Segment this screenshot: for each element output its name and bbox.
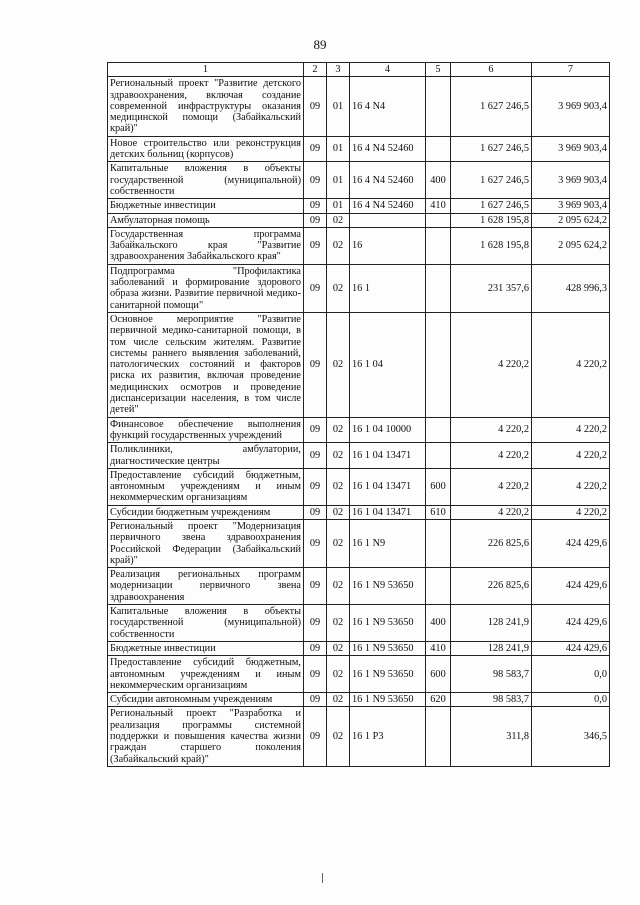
row-target-article-cell: 16 1 P3 xyxy=(350,707,426,766)
table-row xyxy=(108,213,610,227)
row-amount-2-cell: 424 429,6 xyxy=(532,605,610,642)
row-section-cell: 09 xyxy=(304,656,327,693)
row-target-article-cell: 16 1 N9 53650 xyxy=(350,568,426,605)
row-amount-1-cell: 231 357,6 xyxy=(451,264,532,312)
page-number: 89 xyxy=(313,37,327,52)
row-amount-2-cell: 424 429,6 xyxy=(532,568,610,605)
row-subsection-cell: 02 xyxy=(327,312,350,417)
row-section-cell: 09 xyxy=(304,136,327,162)
row-expense-type-cell xyxy=(426,264,451,312)
table-row xyxy=(108,605,610,642)
row-target-article-cell: 16 1 04 xyxy=(350,312,426,417)
row-subsection-cell: 02 xyxy=(327,641,350,655)
row-section-cell: 09 xyxy=(304,264,327,312)
row-target-article-cell xyxy=(350,213,426,227)
row-amount-1-cell: 226 825,6 xyxy=(451,519,532,567)
column-header: 1 xyxy=(108,63,304,77)
row-amount-2-cell: 2 095 624,2 xyxy=(532,227,610,264)
row-subsection-cell: 02 xyxy=(327,568,350,605)
table-row xyxy=(108,656,610,693)
table-row xyxy=(108,312,610,417)
table-row xyxy=(108,162,610,199)
row-subsection-cell: 01 xyxy=(327,162,350,199)
row-amount-1-cell: 4 220,2 xyxy=(451,312,532,417)
row-subsection-cell: 02 xyxy=(327,693,350,707)
row-expense-type-cell xyxy=(426,443,451,469)
row-expense-type-cell: 400 xyxy=(426,162,451,199)
row-subsection-cell: 02 xyxy=(327,443,350,469)
row-name-cell: Государственная программа Забайкальского края "Развитие здравоохранения Забайкальского края" xyxy=(108,227,304,264)
row-section-cell: 09 xyxy=(304,468,327,505)
row-amount-1-cell: 98 583,7 xyxy=(451,693,532,707)
table-row xyxy=(108,468,610,505)
table-row xyxy=(108,264,610,312)
row-amount-1-cell: 1 627 246,5 xyxy=(451,162,532,199)
row-name-cell: Капитальные вложения в объекты государственной (муниципальной) собственности xyxy=(108,162,304,199)
table-row xyxy=(108,136,610,162)
row-amount-1-cell: 1 628 195,8 xyxy=(451,227,532,264)
table-row xyxy=(108,707,610,766)
row-name-cell: Новое строительство или реконструкция детских больниц (корпусов) xyxy=(108,136,304,162)
row-target-article-cell: 16 4 N4 52460 xyxy=(350,199,426,213)
budget-table xyxy=(107,62,610,767)
row-amount-1-cell: 4 220,2 xyxy=(451,417,532,443)
row-expense-type-cell xyxy=(426,312,451,417)
table-row xyxy=(108,693,610,707)
row-expense-type-cell: 600 xyxy=(426,468,451,505)
row-subsection-cell: 02 xyxy=(327,656,350,693)
row-target-article-cell: 16 1 N9 53650 xyxy=(350,641,426,655)
row-name-cell: Основное мероприятие "Развитие первичной медико-санитарной помощи, в том числе сельским жителям. Развитие системы раннего выявления заболеваний, патологических состояний и факторов риска их развития, включая проведение медицинских осмотров и проведение диспансеризации населения, в том числе детей" xyxy=(108,312,304,417)
column-header: 4 xyxy=(350,63,426,77)
row-name-cell: Подпрограмма "Профилактика заболеваний и формирование здорового образа жизни. Развитие первичной медико-санитарной помощи" xyxy=(108,264,304,312)
row-expense-type-cell xyxy=(426,417,451,443)
row-amount-2-cell: 0,0 xyxy=(532,656,610,693)
row-section-cell: 09 xyxy=(304,605,327,642)
row-target-article-cell: 16 1 N9 53650 xyxy=(350,693,426,707)
row-amount-1-cell: 1 627 246,5 xyxy=(451,77,532,136)
row-target-article-cell: 16 4 N4 52460 xyxy=(350,162,426,199)
header-row xyxy=(108,63,610,77)
row-subsection-cell: 02 xyxy=(327,605,350,642)
row-amount-2-cell: 3 969 903,4 xyxy=(532,162,610,199)
row-amount-1-cell: 4 220,2 xyxy=(451,468,532,505)
row-name-cell: Финансовое обеспечение выполнения функций государственных учреждений xyxy=(108,417,304,443)
table-row xyxy=(108,227,610,264)
row-expense-type-cell xyxy=(426,568,451,605)
row-amount-2-cell: 0,0 xyxy=(532,693,610,707)
row-section-cell: 09 xyxy=(304,227,327,264)
row-amount-1-cell: 128 241,9 xyxy=(451,605,532,642)
row-target-article-cell: 16 1 04 13471 xyxy=(350,505,426,519)
row-subsection-cell: 02 xyxy=(327,519,350,567)
row-amount-1-cell: 1 628 195,8 xyxy=(451,213,532,227)
row-expense-type-cell xyxy=(426,707,451,766)
row-section-cell: 09 xyxy=(304,417,327,443)
row-name-cell: Бюджетные инвестиции xyxy=(108,641,304,655)
row-expense-type-cell: 600 xyxy=(426,656,451,693)
row-amount-1-cell: 4 220,2 xyxy=(451,443,532,469)
row-amount-2-cell: 424 429,6 xyxy=(532,641,610,655)
row-name-cell: Бюджетные инвестиции xyxy=(108,199,304,213)
row-subsection-cell: 02 xyxy=(327,264,350,312)
row-expense-type-cell: 410 xyxy=(426,641,451,655)
row-section-cell: 09 xyxy=(304,505,327,519)
row-expense-type-cell: 620 xyxy=(426,693,451,707)
row-name-cell: Предоставление субсидий бюджетным, автономным учреждениям и иным некоммерческим организациям xyxy=(108,468,304,505)
row-expense-type-cell xyxy=(426,136,451,162)
row-section-cell: 09 xyxy=(304,641,327,655)
row-name-cell: Региональный проект "Развитие детского здравоохранения, включая создание современной инфраструктуры оказания медицинской помощи (Забайкальский край)" xyxy=(108,77,304,136)
row-name-cell: Реализация региональных программ модернизации первичного звена здравоохранения xyxy=(108,568,304,605)
table-row xyxy=(108,505,610,519)
row-name-cell: Капитальные вложения в объекты государственной (муниципальной) собственности xyxy=(108,605,304,642)
row-name-cell: Предоставление субсидий бюджетным, автономным учреждениям и иным некоммерческим организациям xyxy=(108,656,304,693)
row-target-article-cell: 16 4 N4 52460 xyxy=(350,136,426,162)
row-expense-type-cell xyxy=(426,213,451,227)
row-expense-type-cell: 400 xyxy=(426,605,451,642)
row-section-cell: 09 xyxy=(304,213,327,227)
row-section-cell: 09 xyxy=(304,443,327,469)
row-amount-2-cell: 4 220,2 xyxy=(532,468,610,505)
row-name-cell: Субсидии автономным учреждениям xyxy=(108,693,304,707)
table-row xyxy=(108,443,610,469)
row-amount-1-cell: 128 241,9 xyxy=(451,641,532,655)
row-subsection-cell: 02 xyxy=(327,707,350,766)
row-section-cell: 09 xyxy=(304,199,327,213)
row-amount-2-cell: 424 429,6 xyxy=(532,519,610,567)
column-header: 2 xyxy=(304,63,327,77)
footer-mark xyxy=(322,873,323,883)
row-name-cell: Региональный проект "Модернизация первичного звена здравоохранения Российской Федерации (Забайкальский край)" xyxy=(108,519,304,567)
row-section-cell: 09 xyxy=(304,693,327,707)
column-header: 5 xyxy=(426,63,451,77)
column-header: 3 xyxy=(327,63,350,77)
row-section-cell: 09 xyxy=(304,312,327,417)
row-expense-type-cell xyxy=(426,519,451,567)
column-header: 6 xyxy=(451,63,532,77)
row-subsection-cell: 01 xyxy=(327,199,350,213)
row-amount-1-cell: 226 825,6 xyxy=(451,568,532,605)
row-amount-2-cell: 4 220,2 xyxy=(532,312,610,417)
row-target-article-cell: 16 1 N9 53650 xyxy=(350,605,426,642)
row-section-cell: 09 xyxy=(304,707,327,766)
table-row xyxy=(108,417,610,443)
row-section-cell: 09 xyxy=(304,519,327,567)
table-row xyxy=(108,199,610,213)
row-expense-type-cell: 410 xyxy=(426,199,451,213)
row-name-cell: Поликлиники, амбулатории, диагностические центры xyxy=(108,443,304,469)
row-target-article-cell: 16 1 N9 xyxy=(350,519,426,567)
row-target-article-cell: 16 4 N4 xyxy=(350,77,426,136)
table-body xyxy=(108,77,610,767)
row-expense-type-cell: 610 xyxy=(426,505,451,519)
row-target-article-cell: 16 1 xyxy=(350,264,426,312)
row-target-article-cell: 16 1 N9 53650 xyxy=(350,656,426,693)
row-amount-2-cell: 4 220,2 xyxy=(532,417,610,443)
row-expense-type-cell xyxy=(426,227,451,264)
row-subsection-cell: 02 xyxy=(327,227,350,264)
table-row xyxy=(108,568,610,605)
row-amount-1-cell: 98 583,7 xyxy=(451,656,532,693)
row-amount-2-cell: 3 969 903,4 xyxy=(532,199,610,213)
row-subsection-cell: 02 xyxy=(327,213,350,227)
column-header: 7 xyxy=(532,63,610,77)
row-amount-1-cell: 311,8 xyxy=(451,707,532,766)
row-amount-2-cell: 3 969 903,4 xyxy=(532,77,610,136)
row-amount-1-cell: 1 627 246,5 xyxy=(451,136,532,162)
row-amount-1-cell: 4 220,2 xyxy=(451,505,532,519)
row-amount-2-cell: 346,5 xyxy=(532,707,610,766)
row-subsection-cell: 01 xyxy=(327,77,350,136)
row-subsection-cell: 02 xyxy=(327,505,350,519)
row-amount-2-cell: 3 969 903,4 xyxy=(532,136,610,162)
row-subsection-cell: 01 xyxy=(327,136,350,162)
table-row xyxy=(108,519,610,567)
row-subsection-cell: 02 xyxy=(327,468,350,505)
row-name-cell: Субсидии бюджетным учреждениям xyxy=(108,505,304,519)
row-section-cell: 09 xyxy=(304,77,327,136)
row-name-cell: Амбулаторная помощь xyxy=(108,213,304,227)
row-target-article-cell: 16 1 04 13471 xyxy=(350,443,426,469)
row-target-article-cell: 16 1 04 10000 xyxy=(350,417,426,443)
row-target-article-cell: 16 1 04 13471 xyxy=(350,468,426,505)
table-row xyxy=(108,77,610,136)
table-row xyxy=(108,641,610,655)
row-amount-2-cell: 4 220,2 xyxy=(532,505,610,519)
row-amount-1-cell: 1 627 246,5 xyxy=(451,199,532,213)
row-amount-2-cell: 4 220,2 xyxy=(532,443,610,469)
row-target-article-cell: 16 xyxy=(350,227,426,264)
row-subsection-cell: 02 xyxy=(327,417,350,443)
row-expense-type-cell xyxy=(426,77,451,136)
row-name-cell: Региональный проект "Разработка и реализация программы системной поддержки и повышения качества жизни граждан старшего поколения (Забайкальский край)" xyxy=(108,707,304,766)
row-section-cell: 09 xyxy=(304,568,327,605)
row-amount-2-cell: 2 095 624,2 xyxy=(532,213,610,227)
row-amount-2-cell: 428 996,3 xyxy=(532,264,610,312)
row-section-cell: 09 xyxy=(304,162,327,199)
